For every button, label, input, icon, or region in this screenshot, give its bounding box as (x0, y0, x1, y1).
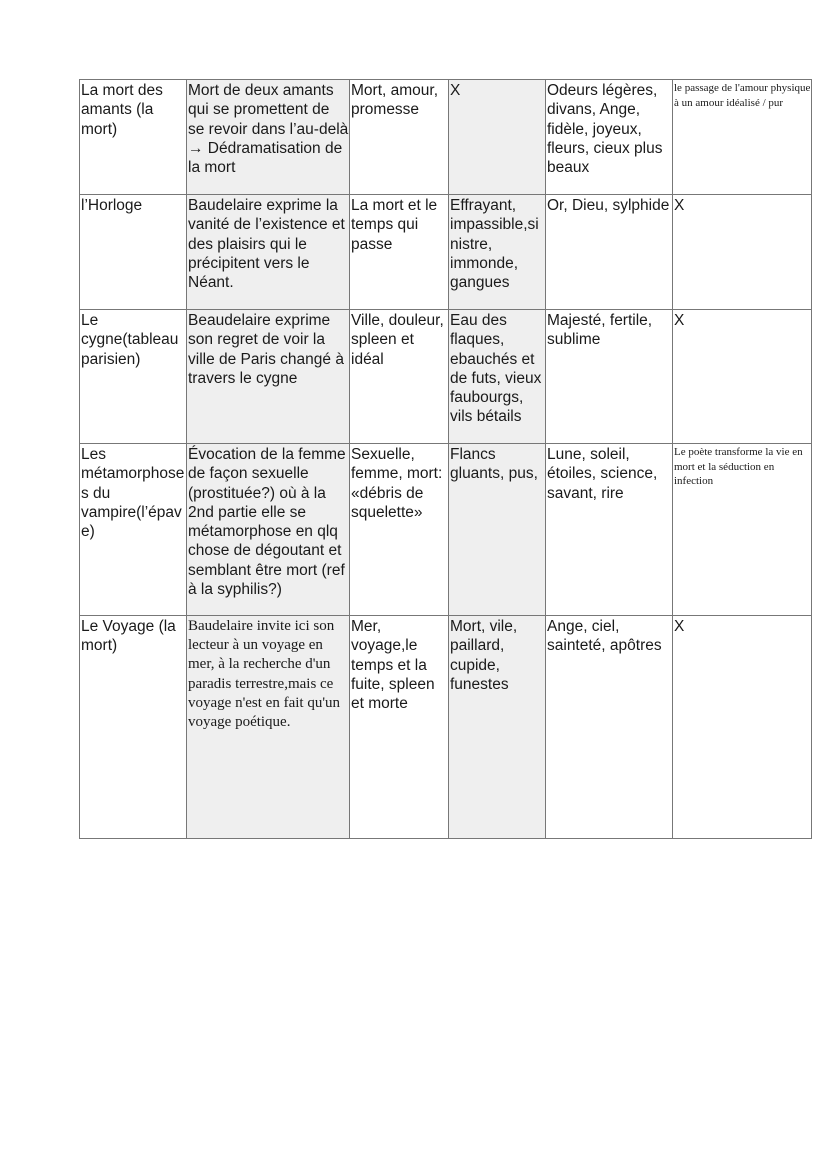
spleen-words-text: Effrayant, impassible,sinistre, immonde, gangues (450, 197, 539, 292)
themes-text: Mort, amour, promesse (351, 82, 438, 119)
summary-text: Mort de deux amants qui se promettent de se revoir dans l’au-delà → Dédramatisation de la mort (188, 82, 349, 177)
note-cell (673, 310, 812, 444)
note-cell (673, 80, 812, 195)
poem-title-cell (80, 616, 187, 839)
ideal-words-cell (546, 616, 673, 839)
table-row (80, 80, 812, 195)
table-row (80, 616, 812, 839)
table-row (80, 444, 812, 616)
themes-text: La mort et le temps qui passe (351, 197, 438, 253)
spleen-words-cell (449, 616, 546, 839)
spleen-words-text: Mort, vile, paillard, cupide, funestes (450, 618, 518, 693)
summary-cell (187, 310, 350, 444)
spleen-words-cell (449, 195, 546, 310)
note-text: le passage de l'amour physique à un amour idéalisé / pur (674, 82, 811, 109)
ideal-words-text: Majesté, fertile, sublime (547, 312, 653, 349)
themes-cell (350, 310, 449, 444)
poem-title: Le Voyage (la mort) (81, 618, 176, 655)
themes-cell (350, 195, 449, 310)
ideal-words-cell (546, 444, 673, 616)
themes-cell (350, 80, 449, 195)
poem-title-cell (80, 444, 187, 616)
ideal-words-text: Ange, ciel, sainteté, apôtres (547, 618, 662, 655)
note-text: X (674, 618, 685, 635)
poem-title-cell (80, 195, 187, 310)
themes-text: Sexuelle, femme, mort: «débris de squelette» (351, 446, 443, 521)
poem-title: Les métamorphoses du vampire(l’épave) (81, 446, 185, 541)
summary-text: Baudelaire invite ici son lecteur à un voyage en mer, à la recherche d'un paradis terrestre,mais ce voyage n'est en fait qu'un voyage poétique. (188, 618, 341, 731)
ideal-words-text: Odeurs légères, divans, Ange, fidèle, joyeux, fleurs, cieux plus beaux (547, 82, 663, 177)
table-row (80, 310, 812, 444)
note-cell (673, 444, 812, 616)
summary-cell (187, 444, 350, 616)
summary-cell (187, 616, 350, 839)
spleen-words-text: X (450, 82, 461, 99)
ideal-words-cell (546, 195, 673, 310)
themes-text: Ville, douleur, spleen et idéal (351, 312, 444, 368)
summary-text: Beaudelaire exprime son regret de voir la ville de Paris changé à travers le cygne (188, 312, 344, 387)
poem-title-cell (80, 310, 187, 444)
poem-title: La mort des amants (la mort) (81, 82, 163, 138)
note-cell (673, 616, 812, 839)
note-text: Le poète transforme la vie en mort et la séduction en infection (674, 446, 803, 487)
poem-title: l’Horloge (81, 197, 143, 214)
ideal-words-cell (546, 310, 673, 444)
spleen-words-cell (449, 310, 546, 444)
table-row (80, 195, 812, 310)
ideal-words-text: Or, Dieu, sylphide (547, 197, 670, 214)
ideal-words-text: Lune, soleil, étoiles, science, savant, rire (547, 446, 658, 502)
summary-cell (187, 80, 350, 195)
spleen-words-text: Eau des flaques, ebauchés et de futs, vieux faubourgs, vils bétails (450, 312, 542, 426)
spleen-words-text: Flancs gluants, pus, (450, 446, 538, 483)
poem-title: Le cygne(tableau parisien) (81, 312, 179, 368)
spleen-words-cell (449, 80, 546, 195)
poems-table (79, 79, 812, 839)
note-text: X (674, 312, 685, 329)
spleen-words-cell (449, 444, 546, 616)
ideal-words-cell (546, 80, 673, 195)
summary-text: Baudelaire exprime la vanité de l’existence et des plaisirs qui le précipitent vers le Néant. (188, 197, 345, 292)
summary-text: Évocation de la femme de façon sexuelle (prostituée?) où à la 2nd partie elle se métamorphose en qlq chose de dégoutant et semblant être mort (ref à la syphilis?) (188, 446, 346, 599)
summary-cell (187, 195, 350, 310)
note-cell (673, 195, 812, 310)
note-text: X (674, 197, 685, 214)
themes-cell (350, 444, 449, 616)
poem-title-cell (80, 80, 187, 195)
themes-text: Mer, voyage,le temps et la fuite, spleen et morte (351, 618, 435, 713)
themes-cell (350, 616, 449, 839)
